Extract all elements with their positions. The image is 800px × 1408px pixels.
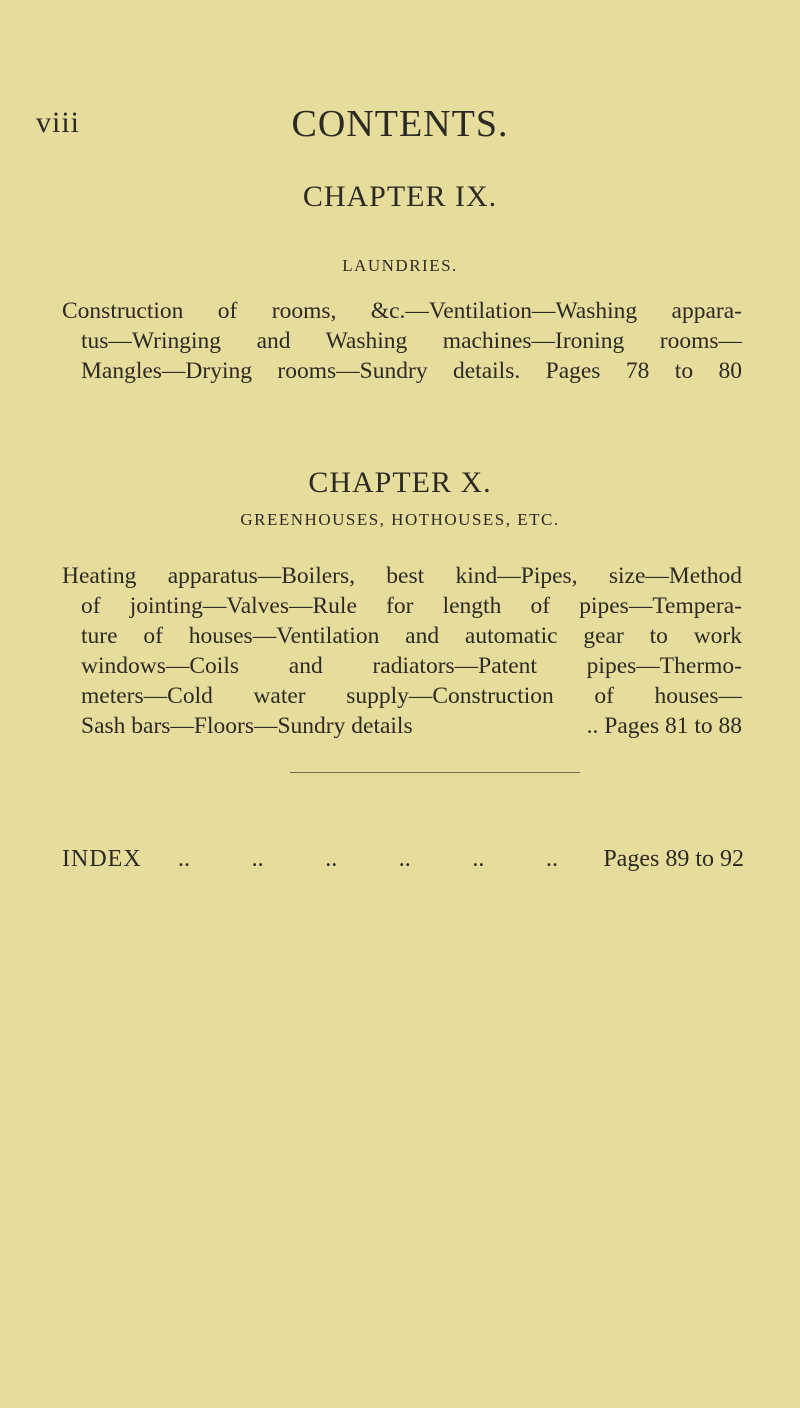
chapter-ix-heading: CHAPTER IX.	[302, 180, 498, 213]
chapter-x-heading: CHAPTER X.	[308, 466, 492, 499]
chapter-ix-summary	[62, 296, 742, 386]
section-divider	[290, 772, 580, 773]
page-number: viii	[36, 106, 81, 139]
index-pages: Pages 89 to 92	[603, 846, 744, 872]
summary-line: Heating apparatus—Boilers, best kind—Pipes, size—Method	[62, 563, 742, 589]
summary-line: Mangles—Drying rooms—Sundry details. Pages 78 to 80	[81, 358, 742, 384]
index-label: INDEX	[62, 846, 142, 872]
summary-line: Construction of rooms, &c.—Ventilation—Washing appara-	[62, 298, 742, 324]
summary-line: windows—Coils and radiators—Patent pipes—Thermo-	[81, 653, 742, 679]
index-leaders: .. .. .. .. .. ..	[178, 846, 558, 872]
summary-pages: .. Pages 81 to 88	[586, 713, 742, 739]
chapter-ix-subheading: LAUNDRIES.	[342, 256, 458, 275]
page-header	[0, 102, 800, 145]
chapter-x-summary	[62, 561, 742, 741]
summary-line: of jointing—Valves—Rule for length of pipes—Tempera-	[81, 593, 742, 619]
chapter-x-subheading: GREENHOUSES, HOTHOUSES, ETC.	[240, 510, 560, 529]
summary-line-last	[62, 711, 742, 741]
index-entry	[62, 846, 744, 873]
summary-line: meters—Cold water supply—Construction of houses—	[81, 683, 742, 709]
summary-line: ture of houses—Ventilation and automatic gear to work	[81, 623, 742, 649]
running-title: CONTENTS.	[291, 103, 509, 145]
summary-line: tus—Wringing and Washing machines—Ironing rooms—	[81, 328, 742, 354]
summary-line-text: Sash bars—Floors—Sundry details	[81, 713, 413, 739]
